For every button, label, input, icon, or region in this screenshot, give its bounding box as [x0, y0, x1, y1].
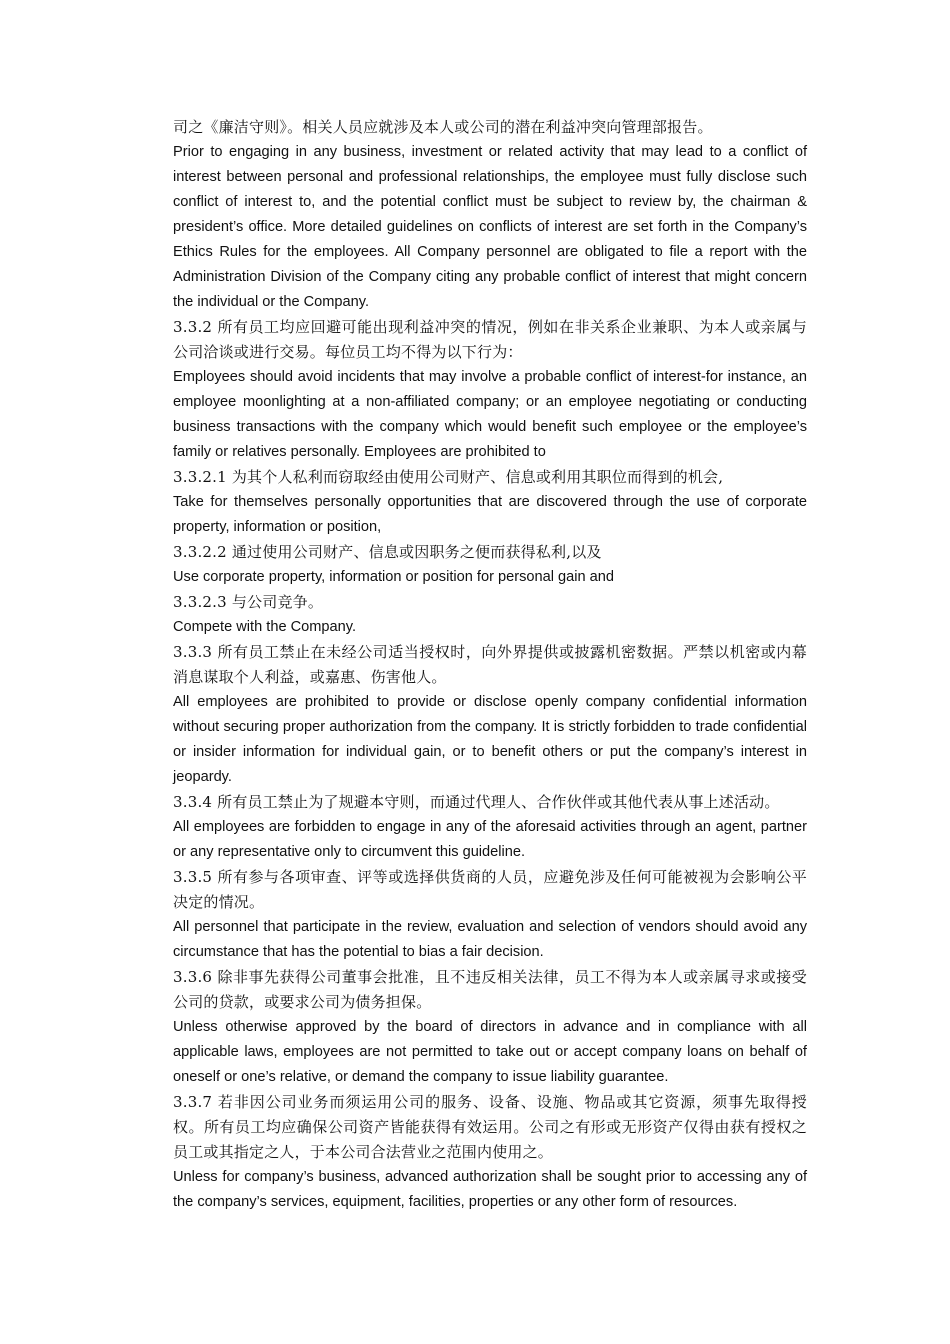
paragraph-zh-3-3-7: 3.3.7 若非因公司业务而须运用公司的服务、设备、设施、物品或其它资源，须事先取得授权。所有员工均应确保公司资产皆能获得有效运用。公司之有形或无形资产仅得由获有授权之员工或其指定之人，于本公司合法营业之范围内使用之。: [173, 1093, 807, 1161]
paragraph-zh-3-3-6: 3.3.6 除非事先获得公司董事会批准，且不违反相关法律，员工不得为本人或亲属寻求或接受公司的贷款，或要求公司为债务担保。: [173, 968, 807, 1011]
paragraph-zh-3-3-2-2: 3.3.2.2 通过使用公司财产、信息或因职务之便而获得私利,以及: [173, 543, 602, 561]
paragraph-en-3-3-2-1: Take for themselves personally opportunities that are discovered through the use of corporate property, information or position,: [173, 494, 807, 535]
paragraph-en-conflict-disclosure: Prior to engaging in any business, investment or related activity that may lead to a conflict of interest between personal and professional relationships, the employee must fully disclose such conflict of interest to, and the potential conflict must be subject to review by, the chairman & president’s office. More detailed guidelines on conflicts of interest are set forth in the Company’s Ethics Rules for the employees. All Company personnel are obligated to file a report with the Administration Division of the Company citing any probable conflict of interest that might concern the individual or the Company.: [173, 144, 807, 310]
paragraph-zh-3-3-4: 3.3.4 所有员工禁止为了规避本守则，而通过代理人、合作伙伴或其他代表从事上述活动。: [173, 793, 780, 811]
paragraph-en-3-3-2-3: Compete with the Company.: [173, 619, 357, 635]
paragraph-en-3-3-3: All employees are prohibited to provide or disclose openly company confidential information without securing proper authorization from the company. It is strictly forbidden to trade confidential or insider information for individual gain, or to benefit others or put the company’s interest in jeopardy.: [173, 694, 807, 785]
paragraph-en-3-3-2-2: Use corporate property, information or position for personal gain and: [173, 569, 615, 585]
paragraph-en-3-3-5: All personnel that participate in the review, evaluation and selection of vendors should avoid any circumstance that has the potential to bias a fair decision.: [173, 919, 807, 960]
paragraph-en-3-3-6: Unless otherwise approved by the board of directors in advance and in compliance with all applicable laws, employees are not permitted to take out or accept company loans on behalf of oneself or one’s relative, or demand the company to issue liability guarantee.: [173, 1019, 807, 1085]
paragraph-en-3-3-2: Employees should avoid incidents that may involve a probable conflict of interest-for instance, an employee moonlighting at a non-affiliated company; or an employee negotiating or conducting business transactions with the company which would benefit such employee or the employee’s family or relatives personally. Employees are prohibited to: [173, 369, 807, 460]
paragraph-zh-3-3-2-1: 3.3.2.1 为其个人私利而窃取经由使用公司财产、信息或利用其职位而得到的机会,: [173, 468, 724, 486]
paragraph-en-3-3-7: Unless for company’s business, advanced authorization shall be sought prior to accessing any of the company’s services, equipment, facilities, properties or any other form of resources.: [173, 1169, 807, 1210]
paragraph-zh-3-3-3: 3.3.3 所有员工禁止在未经公司适当授权时，向外界提供或披露机密数据。严禁以机密或内幕消息谋取个人利益，或嘉惠、伤害他人。: [173, 643, 807, 686]
paragraph-zh-3-3-2-3: 3.3.2.3 与公司竞争。: [173, 593, 324, 611]
paragraph-zh-conflict-report: 司之《廉洁守则》。相关人员应就涉及本人或公司的潜在利益冲突向管理部报告。: [173, 118, 713, 136]
paragraph-zh-3-3-2: 3.3.2 所有员工均应回避可能出现利益冲突的情况，例如在非关系企业兼职、为本人或亲属与公司洽谈或进行交易。每位员工均不得为以下行为：: [173, 318, 807, 361]
paragraph-en-3-3-4: All employees are forbidden to engage in any of the aforesaid activities through an agent, partner or any representative only to circumvent this guideline.: [173, 819, 807, 860]
paragraph-zh-3-3-5: 3.3.5 所有参与各项审查、评等或选择供货商的人员，应避免涉及任何可能被视为会影响公平决定的情况。: [173, 868, 807, 911]
document-page: [173, 115, 807, 1215]
